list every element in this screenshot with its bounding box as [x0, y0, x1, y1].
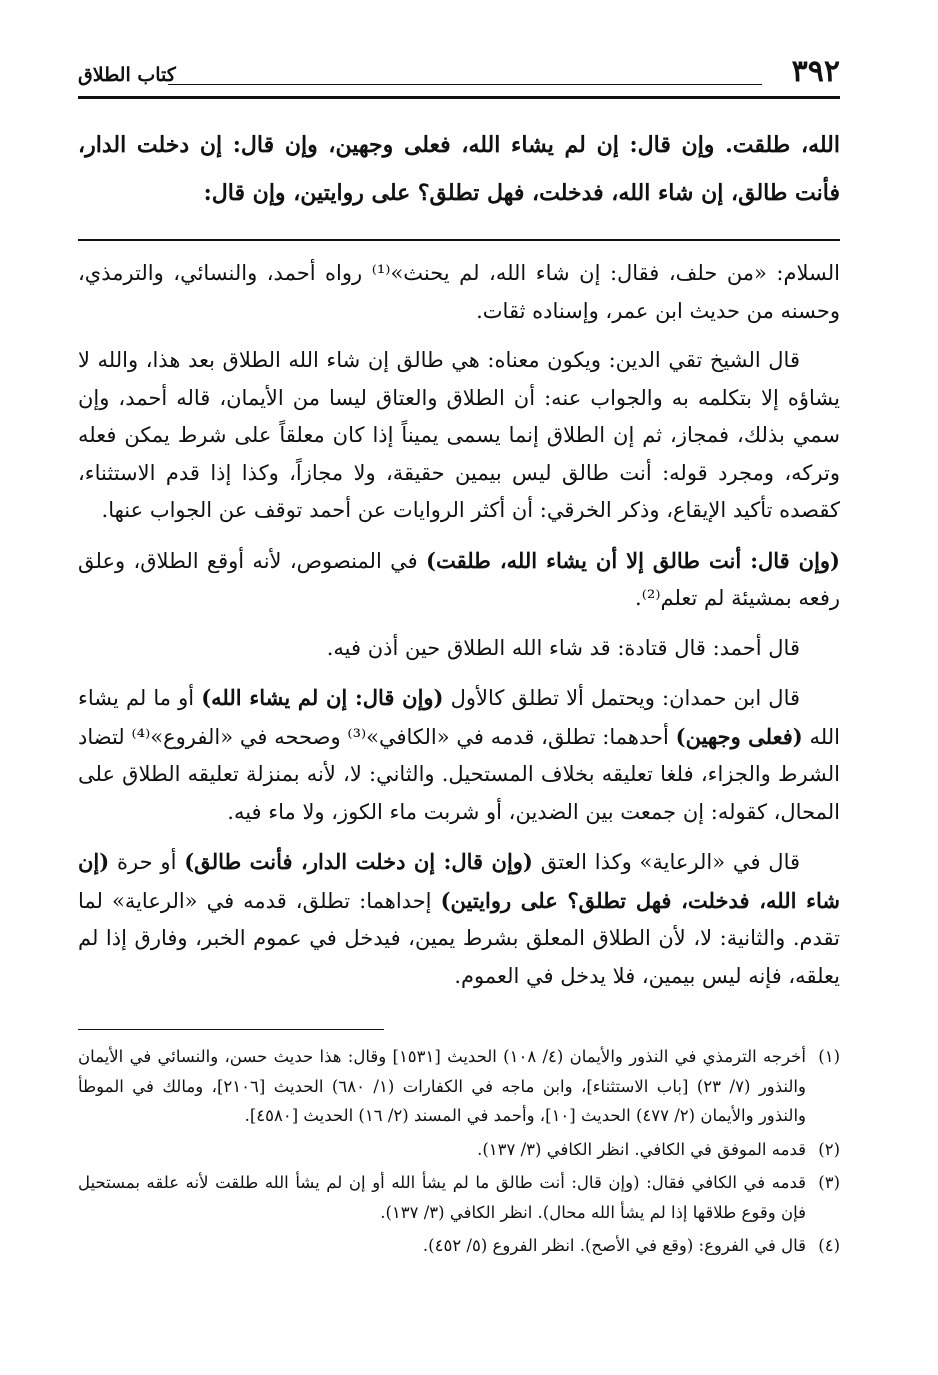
footnote-text: أخرجه الترمذي في النذور والأيمان (٤/ ١٠٨) الحديث [١٥٣١] وقال: هذا حديث حسن، والنسائي في الأيمان والنذور (٧/ ٢٣) [باب الاستثناء]، وابن ماجه في الكفارات (١/ ٦٨٠) الحديث [٢١٠٦]، ومالك في الموطأ والنذور والأيمان (٢/ ٤٧٧) الحديث [١٠]، وأحمد في المسند (٢/ ١٦) الحديث [٤٥٨٠]. [78, 1047, 806, 1125]
footnote-separator [78, 1029, 384, 1030]
commentary-paragraph-6 [78, 843, 840, 995]
running-title: كتاب الطلاق [78, 64, 176, 86]
footnote-number: (٢) [818, 1139, 840, 1159]
quoted-matn: (وإن قال: إن دخلت الدار، فأنت طالق) [184, 849, 533, 874]
footnote-number: (٤) [818, 1236, 840, 1255]
footnote-2 [78, 1135, 840, 1165]
footnotes [78, 1042, 840, 1261]
footnote-number: (١) [818, 1047, 840, 1066]
paragraph-text: في المنصوص، لأنه أوقع الطلاق، وعلق رفعه بمشيئة لم تعلم⁽²⁾. [78, 548, 840, 610]
paragraph-text: أحدهما: تطلق، قدمه في «الكافي»⁽³⁾ وصححه في «الفروع»⁽⁴⁾ لتضاد الشرط والجزاء، فلغا تعليقه بخلاف المستحيل. والثاني: لا، لأنه بمنزلة تعليقه الطلاق على المحال، كقوله: إن جمعت بين الضدين، أو شربت ماء الكوز، ولا ماء فيه. [78, 724, 840, 824]
commentary-paragraph-3 [78, 542, 840, 618]
commentary [78, 255, 840, 995]
page-header [78, 50, 840, 99]
commentary-paragraph-1: السلام: «من حلف، فقال: إن شاء الله، لم يحنث»⁽¹⁾ رواه أحمد، والنسائي، والترمذي، وحسنه من حديث ابن عمر، وإسناده ثقات. [78, 261, 840, 323]
header-rule [168, 84, 762, 85]
quoted-matn: (فعلى وجهين) [675, 723, 803, 749]
matn-text: الله، طلقت. وإن قال: إن لم يشاء الله، فعلى وجهين، وإن قال: إن دخلت الدار، فأنت طالق، إن شاء الله، فدخلت، فهل تطلق؟ على روايتين، وإن قال: [78, 132, 840, 206]
quoted-matn: (إن شاء الله، فدخلت، فهل تطلق؟ على روايتين) [78, 849, 840, 913]
paragraph-text: إحداهما: تطلق، قدمه في «الرعاية» لما تقدم. والثانية: لا، لأن الطلاق المعلق بشرط يمين، فيدخل في عموم الخبر، وفارق إذا لم يعلقه، فإنه ليس بيمين، فلا يدخل في العموم. [78, 888, 840, 988]
footnote-3 [78, 1168, 840, 1227]
footnote-1 [78, 1042, 840, 1131]
footnote-text: قدمه في الكافي فقال: (وإن قال: أنت طالق ما لم يشأ الله أو إن لم يشأ الله طلقت لأنه علقه بمستحيل فإن وقوع طلاقها إذا لم يشأ الله محال). انظر الكافي (٣/ ١٣٧). [78, 1173, 806, 1222]
commentary-paragraph-4: قال أحمد: قال قتادة: قد شاء الله الطلاق حين أذن فيه. [326, 635, 800, 660]
paragraph-text: أو حرة [109, 850, 185, 874]
quoted-matn: (وإن قال: أنت طالق إلا أن يشاء الله، طلقت) [426, 547, 840, 573]
commentary-paragraph-2: قال الشيخ تقي الدين: ويكون معناه: هي طالق إن شاء الله الطلاق بعد هذا، والله لا يشاؤه إلا بتكلمه به والجواب عنه: أن الطلاق والعتاق ليسا من الأيمان، قاله أحمد، وإن سمي بذلك، فمجاز، ثم إن الطلاق إنما يسمى يميناً إذا كان معلقاً على شرط يمكن فعله وتركه، ومجرد قوله: أنت طالق ليس بيمين حقيقة، ولا مجازاً، وكذا إذا قدم الاستثناء، كقصده تأكيد الإيقاع، وذكر الخرقي: أن أكثر الروايات عن أحمد توقف عن الجواب عنها. [78, 348, 840, 522]
paragraph-text: قال في «الرعاية» وكذا العتق [532, 850, 801, 874]
footnote-4 [78, 1231, 840, 1261]
matn-separator [78, 239, 840, 241]
book-page [78, 50, 840, 1265]
paragraph-text: قال ابن حمدان: ويحتمل ألا تطلق كالأول [443, 686, 801, 710]
footnote-text: قال في الفروع: (وقع في الأصح). انظر الفروع (٥/ ٤٥٢). [422, 1236, 806, 1255]
paragraph-text: أو ما لم يشاء الله [78, 686, 840, 749]
footnote-text: قدمه الموفق في الكافي. انظر الكافي (٣/ ١٣٧). [477, 1139, 806, 1159]
quoted-matn: (وإن قال: إن لم يشاء الله) [201, 685, 444, 710]
page-number: ٣٩٢ [791, 54, 840, 89]
commentary-paragraph-5 [78, 679, 840, 831]
footnote-number: (٣) [818, 1173, 840, 1192]
